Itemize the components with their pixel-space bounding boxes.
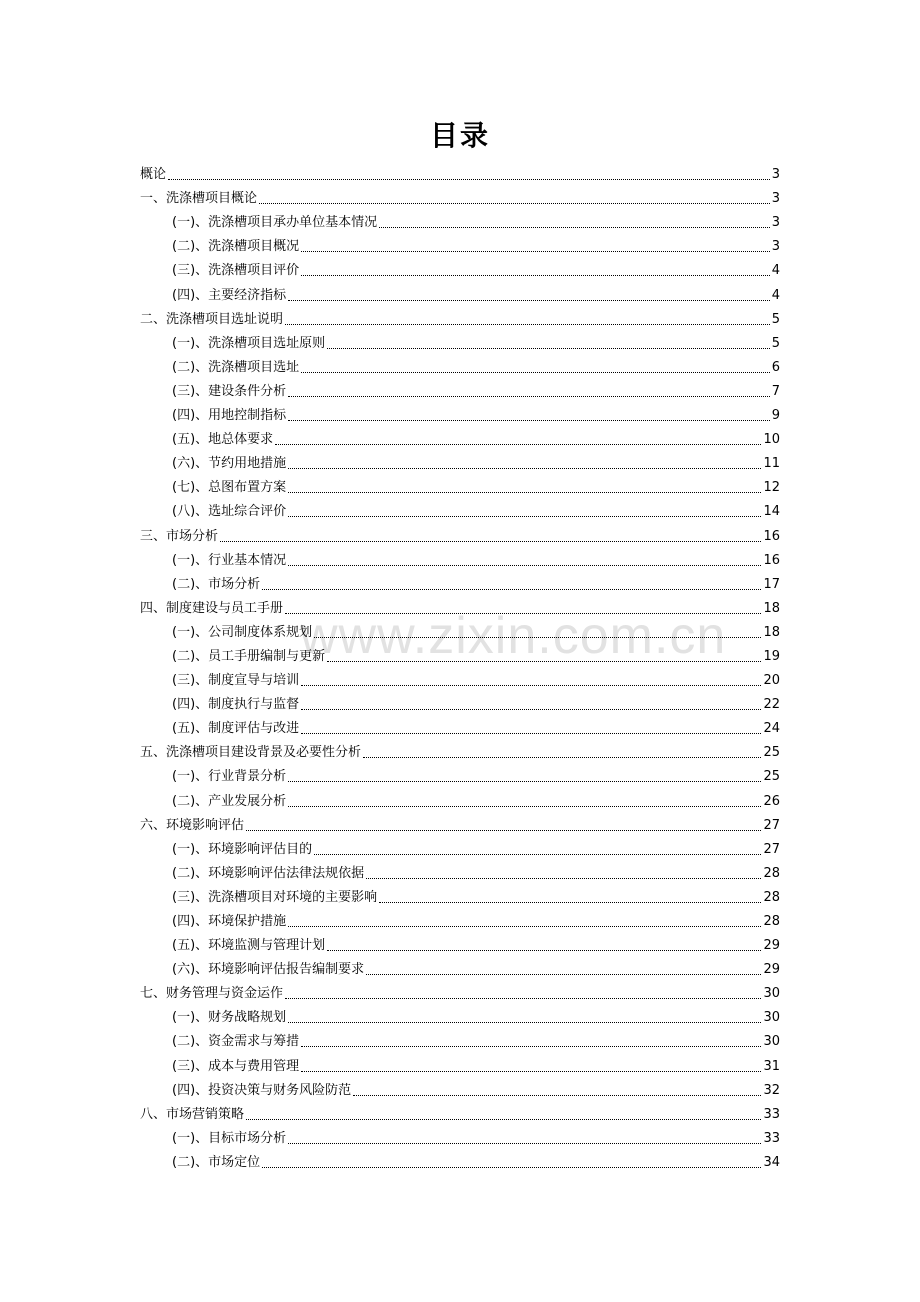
toc-entry-page-number: 10 xyxy=(763,432,780,448)
toc-entry-page-number: 3 xyxy=(771,215,780,231)
toc-entry[interactable] xyxy=(140,1076,780,1100)
toc-entry-page-number: 6 xyxy=(771,359,780,375)
toc-dot-leader xyxy=(301,733,761,734)
toc-dot-leader xyxy=(275,444,761,445)
toc-entry-label: (一)、公司制度体系规划 xyxy=(172,624,313,640)
toc-entry-label: (一)、环境影响评估目的 xyxy=(172,841,313,857)
toc-entry-page-number: 20 xyxy=(763,673,780,689)
toc-dot-leader xyxy=(314,637,761,638)
toc-entry[interactable] xyxy=(140,353,780,377)
toc-entry[interactable] xyxy=(140,738,780,762)
toc-entry-label: (四)、投资决策与财务风险防范 xyxy=(172,1082,352,1098)
watermark: www.zixin.com.cn xyxy=(300,607,727,665)
toc-entry[interactable] xyxy=(140,859,780,883)
toc-entry-page-number: 3 xyxy=(771,239,780,255)
toc-entry-page-number: 25 xyxy=(763,769,780,785)
toc-entry-label: 概论 xyxy=(140,167,167,183)
toc-entry[interactable] xyxy=(140,184,780,208)
toc-entry[interactable] xyxy=(140,1100,780,1124)
toc-entry-page-number: 29 xyxy=(763,938,780,954)
toc-dot-leader xyxy=(288,781,761,782)
toc-entry-label: 六、环境影响评估 xyxy=(140,817,245,833)
toc-dot-leader xyxy=(366,878,761,879)
toc-entry-page-number: 33 xyxy=(763,1130,780,1146)
toc-entry-label: (一)、目标市场分析 xyxy=(172,1130,287,1146)
toc-entry-label: (六)、环境影响评估报告编制要求 xyxy=(172,962,365,978)
toc-entry-label: (四)、制度执行与监督 xyxy=(172,697,300,713)
toc-entry-label: (一)、洗涤槽项目承办单位基本情况 xyxy=(172,215,378,231)
toc-entry-page-number: 30 xyxy=(763,986,780,1002)
toc-entry-label: (三)、洗涤槽项目对环境的主要影响 xyxy=(172,889,378,905)
toc-dot-leader xyxy=(285,613,761,614)
toc-entry-page-number: 30 xyxy=(763,1010,780,1026)
toc-entry-page-number: 26 xyxy=(763,793,780,809)
toc-entry[interactable] xyxy=(140,931,780,955)
toc-entry-label: (八)、选址综合评价 xyxy=(172,504,287,520)
toc-entry[interactable] xyxy=(140,1027,780,1051)
toc-entry[interactable] xyxy=(140,208,780,232)
toc-entry-label: (一)、洗涤槽项目选址原则 xyxy=(172,335,326,351)
toc-entry[interactable] xyxy=(140,329,780,353)
toc-entry-label: 五、洗涤槽项目建设背景及必要性分析 xyxy=(140,745,362,761)
toc-entry[interactable] xyxy=(140,232,780,256)
toc-entry[interactable] xyxy=(140,811,780,835)
toc-dot-leader xyxy=(379,227,770,228)
toc-dot-leader xyxy=(288,420,770,421)
toc-dot-leader xyxy=(314,854,761,855)
toc-entry[interactable] xyxy=(140,425,780,449)
toc-entry[interactable] xyxy=(140,521,780,545)
toc-entry[interactable] xyxy=(140,497,780,521)
toc-entry-page-number: 22 xyxy=(763,697,780,713)
toc-entry[interactable] xyxy=(140,473,780,497)
toc-entry-page-number: 4 xyxy=(771,263,780,279)
toc-entry-page-number: 3 xyxy=(771,191,780,207)
toc-dot-leader xyxy=(288,1143,761,1144)
toc-entry-page-number: 29 xyxy=(763,962,780,978)
toc-entry[interactable] xyxy=(140,1124,780,1148)
toc-dot-leader xyxy=(220,541,761,542)
toc-entry-page-number: 32 xyxy=(763,1082,780,1098)
toc-entry-page-number: 33 xyxy=(763,1106,780,1122)
toc-dot-leader xyxy=(288,1022,761,1023)
toc-entry-label: (二)、资金需求与筹措 xyxy=(172,1034,300,1050)
toc-entry-label: (二)、员工手册编制与更新 xyxy=(172,648,326,664)
toc-entry-label: (二)、洗涤槽项目概况 xyxy=(172,239,300,255)
toc-entry[interactable] xyxy=(140,570,780,594)
toc-dot-leader xyxy=(327,950,761,951)
toc-entry[interactable] xyxy=(140,1003,780,1027)
toc-dot-leader xyxy=(288,492,761,493)
toc-entry-label: (四)、环境保护措施 xyxy=(172,914,287,929)
toc-dot-leader xyxy=(285,324,770,325)
toc-entry-label: (四)、用地控制指标 xyxy=(172,408,287,424)
toc-entry-label: (五)、地总体要求 xyxy=(172,432,274,448)
toc-dot-leader xyxy=(366,974,761,975)
toc-entry-label: (五)、制度评估与改进 xyxy=(172,721,300,737)
toc-entry[interactable] xyxy=(140,256,780,280)
toc-dot-leader xyxy=(327,348,770,349)
toc-dot-leader xyxy=(246,1119,761,1120)
toc-dot-leader xyxy=(363,757,761,758)
toc-entry[interactable] xyxy=(140,835,780,859)
toc-entry[interactable] xyxy=(140,690,780,714)
toc-entry[interactable] xyxy=(140,305,780,329)
toc-entry-page-number: 3 xyxy=(771,167,780,183)
toc-entry-label: 八、市场营销策略 xyxy=(140,1106,245,1122)
toc-entry-page-number: 4 xyxy=(771,287,780,303)
toc-entry[interactable] xyxy=(140,642,780,666)
toc-dot-leader xyxy=(301,1071,761,1072)
toc-dot-leader xyxy=(288,565,761,566)
toc-entry-label: (二)、市场定位 xyxy=(172,1154,261,1170)
toc-dot-leader xyxy=(288,806,761,807)
toc-entry[interactable] xyxy=(140,546,780,570)
toc-entry-label: (六)、节约用地措施 xyxy=(172,456,287,472)
toc-entry-label: 二、洗涤槽项目选址说明 xyxy=(140,311,284,327)
toc-entry[interactable] xyxy=(140,594,780,618)
toc-entry[interactable] xyxy=(140,401,780,425)
toc-dot-leader xyxy=(301,685,761,686)
toc-dot-leader xyxy=(246,830,761,831)
toc-entry[interactable] xyxy=(140,160,780,184)
toc-entry-page-number: 30 xyxy=(763,1034,780,1050)
toc-dot-leader xyxy=(288,300,770,301)
toc-entry-label: (二)、环境影响评估法律法规依据 xyxy=(172,865,365,881)
toc-entry[interactable] xyxy=(140,907,780,931)
toc-entry-page-number: 18 xyxy=(763,624,780,640)
page-title: 目录 xyxy=(429,119,490,152)
toc-dot-leader xyxy=(259,203,770,204)
toc-entry[interactable] xyxy=(140,666,780,690)
toc-entry-label: 四、制度建设与员工手册 xyxy=(140,600,284,616)
toc-dot-leader xyxy=(327,661,761,662)
toc-dot-leader xyxy=(288,468,761,469)
toc-entry-page-number: 27 xyxy=(763,841,780,857)
toc-entry[interactable] xyxy=(140,618,780,642)
toc-dot-leader xyxy=(379,902,761,903)
toc-entry-page-number: 5 xyxy=(771,335,780,351)
toc-entry[interactable] xyxy=(140,955,780,979)
toc-entry-label: 七、财务管理与资金运作 xyxy=(140,986,284,1002)
toc-entry-page-number: 28 xyxy=(763,889,780,905)
toc-entry-label: (二)、产业发展分析 xyxy=(172,793,287,809)
toc-dot-leader xyxy=(288,396,770,397)
toc-entry-page-number: 12 xyxy=(763,480,780,496)
toc-entry[interactable] xyxy=(140,449,780,473)
toc-entry[interactable] xyxy=(140,280,780,304)
toc-entry-label: (三)、洗涤槽项目评价 xyxy=(172,263,300,279)
toc-entry[interactable] xyxy=(140,377,780,401)
toc-dot-leader xyxy=(168,179,770,180)
toc-entry[interactable] xyxy=(140,979,780,1003)
toc-entry-label: (三)、成本与费用管理 xyxy=(172,1058,300,1074)
toc-entry-label: (二)、洗涤槽项目选址 xyxy=(172,359,300,375)
toc-entry-label: (三)、建设条件分析 xyxy=(172,383,287,399)
toc-entry-page-number: 31 xyxy=(763,1058,780,1074)
toc-dot-leader xyxy=(301,251,770,252)
toc-entry-label: (一)、行业基本情况 xyxy=(172,552,287,568)
toc-dot-leader xyxy=(301,372,770,373)
toc-entry-page-number: 16 xyxy=(763,528,780,544)
toc-entry-page-number: 34 xyxy=(763,1154,780,1170)
toc-entry[interactable] xyxy=(140,883,780,907)
toc-entry-label: (三)、制度宣导与培训 xyxy=(172,673,300,689)
toc-entry-label: (二)、市场分析 xyxy=(172,576,261,592)
toc-entry-page-number: 18 xyxy=(763,600,780,616)
toc-entry[interactable] xyxy=(140,1148,780,1172)
toc-dot-leader xyxy=(288,516,761,517)
toc-entry-page-number: 25 xyxy=(763,745,780,761)
toc-entry[interactable] xyxy=(140,786,780,810)
toc-entry-page-number: 28 xyxy=(763,865,780,881)
toc-entry-label: (一)、财务战略规划 xyxy=(172,1010,287,1026)
toc-entry-label: (四)、主要经济指标 xyxy=(172,287,287,303)
toc-dot-leader xyxy=(262,1167,761,1168)
toc-entry-label: 三、市场分析 xyxy=(140,528,219,544)
toc-entry-page-number: 24 xyxy=(763,721,780,737)
toc-entry-page-number: 14 xyxy=(763,504,780,520)
toc-entry-label: 一、洗涤槽项目概论 xyxy=(140,191,258,207)
toc-dot-leader xyxy=(262,589,761,590)
toc-dot-leader xyxy=(301,709,761,710)
toc-dot-leader xyxy=(288,926,761,927)
toc-entry-page-number: 11 xyxy=(763,456,780,472)
toc-entry-page-number: 9 xyxy=(771,408,780,424)
toc-dot-leader xyxy=(301,1046,761,1047)
toc-entry-page-number: 28 xyxy=(763,914,780,929)
toc-dot-leader xyxy=(353,1095,761,1096)
toc-entry[interactable] xyxy=(140,762,780,786)
toc-entry-page-number: 16 xyxy=(763,552,780,568)
toc-entry-page-number: 19 xyxy=(763,648,780,664)
toc-entry-page-number: 7 xyxy=(771,383,780,399)
toc-entry-page-number: 27 xyxy=(763,817,780,833)
toc-entry-label: (五)、环境监测与管理计划 xyxy=(172,938,326,954)
toc-entry[interactable] xyxy=(140,1051,780,1075)
toc-entry-page-number: 5 xyxy=(771,311,780,327)
toc-entry-label: (一)、行业背景分析 xyxy=(172,769,287,785)
toc-dot-leader xyxy=(301,275,770,276)
toc-entry-page-number: 17 xyxy=(763,576,780,592)
toc-dot-leader xyxy=(285,998,761,999)
table-of-contents xyxy=(140,160,780,1172)
toc-entry-label: (七)、总图布置方案 xyxy=(172,480,287,496)
toc-entry[interactable] xyxy=(140,714,780,738)
